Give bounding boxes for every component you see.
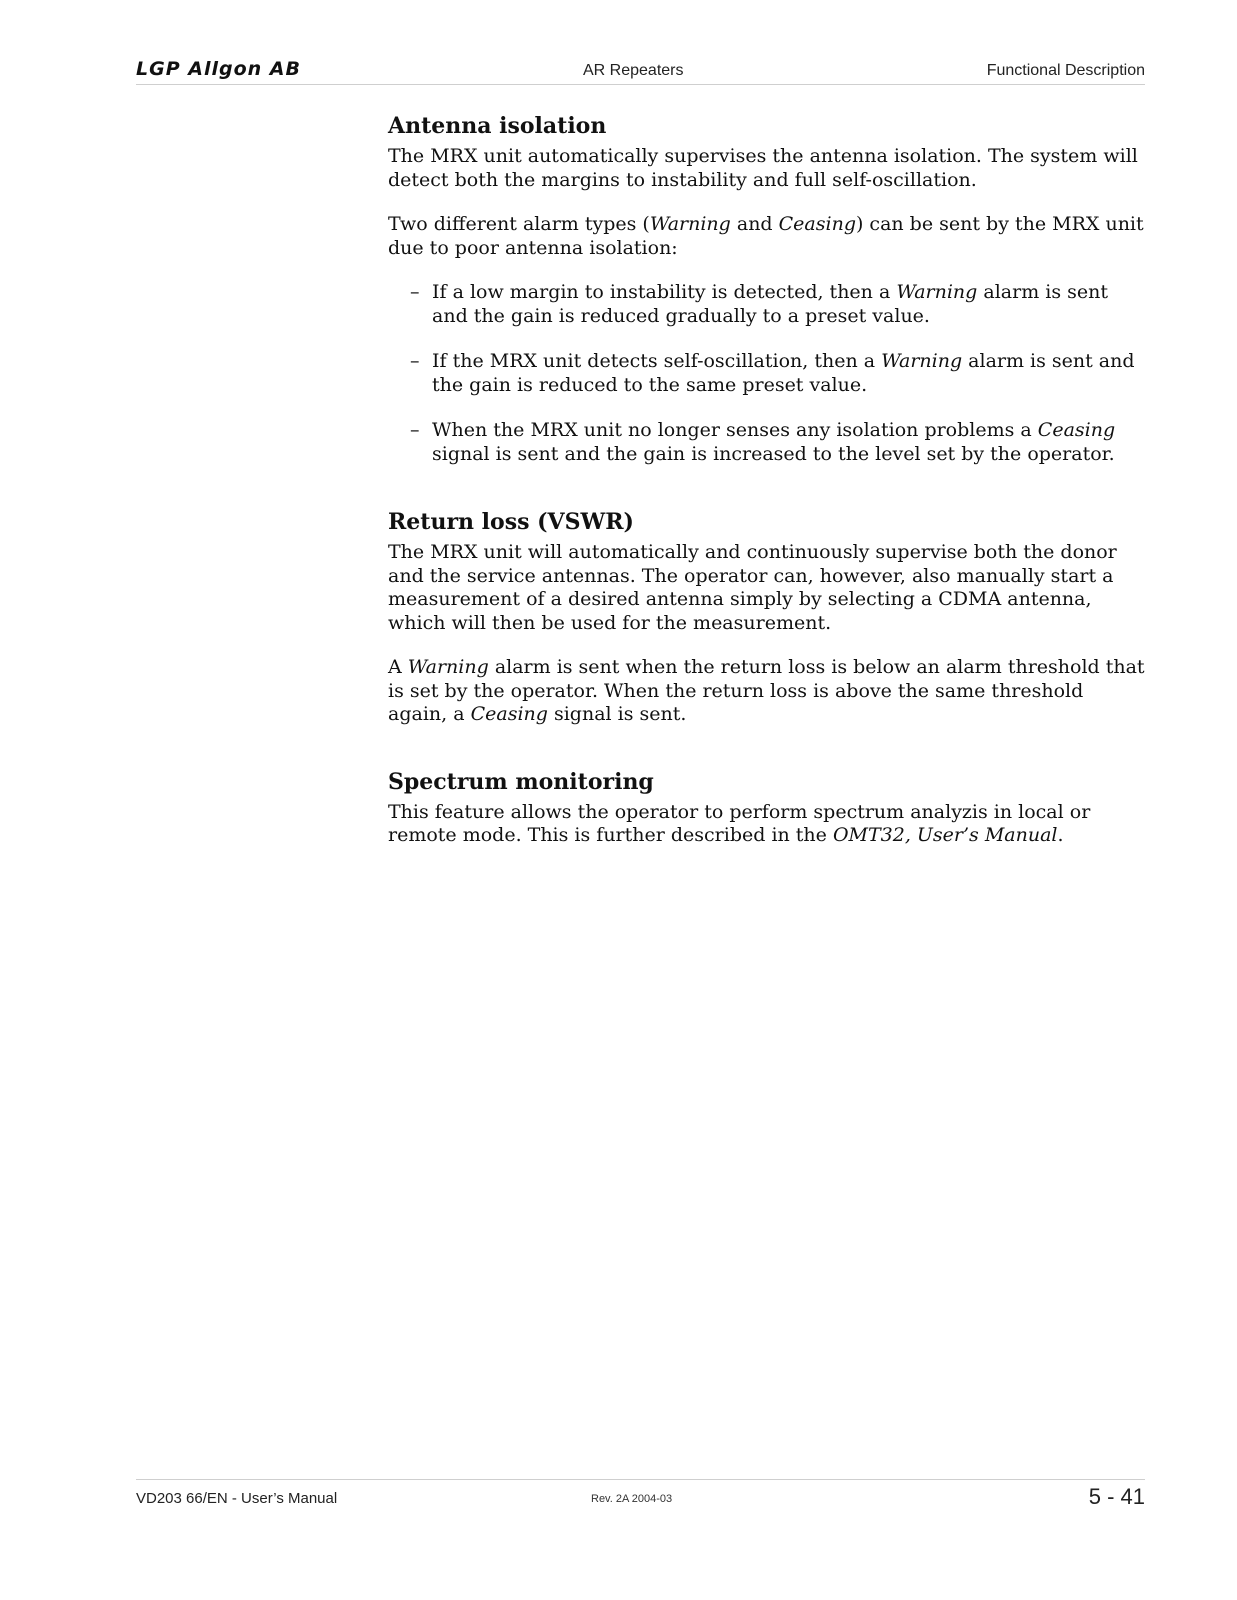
paragraph: This feature allows the operator to perform spectrum analyzis in local or remote mode. This is further described in the OMT32, User’s Manual. [388,800,1091,846]
emphasis-warning: Warning [407,656,489,678]
chapter-title: Functional Description [986,62,1145,79]
paragraph: A Warning alarm is sent when the return loss is below an alarm threshold that is set by the operator. When the return loss is above the same threshold again, a Ceasing signal is sent. [388,656,1145,725]
paragraph: The MRX unit automatically supervises the antenna isolation. The system will detect both the margins to instability and full self-oscillation. [388,145,1138,191]
emphasis-warning: Warning [649,213,731,235]
paragraph: Two different alarm types (Warning and Ceasing) can be sent by the MRX unit due to poor antenna isolation: [388,213,1144,259]
paragraph: The MRX unit will automatically and continuously supervise both the donor and the service antennas. The operator can, however, also manually start a measurement of a desired antenna simply by selecting a CDMA antenna, which will then be used for the measurement. [388,541,1117,634]
product-name: AR Repeaters [583,62,684,79]
dash-bullet: – [410,419,420,441]
bullet-list [388,281,1148,466]
list-item: – If the MRX unit detects self-oscillation, then a Warning alarm is sent and the gain is reduced to the same preset value. [410,350,1135,396]
revision: Rev. 2A 2004-03 [591,1493,673,1505]
page-footer [136,1479,1145,1520]
page-header [136,58,1145,85]
section-heading: Return loss (VSWR) [388,509,634,535]
main-content [388,112,1148,869]
section-heading: Spectrum monitoring [388,768,654,795]
list-item: – If a low margin to instability is detected, then a Warning alarm is sent and the gain is reduced gradually to a preset value. [410,281,1108,327]
document-id: VD203 66/EN - User’s Manual [136,1490,338,1507]
page-number: 5 - 41 [1088,1484,1145,1509]
emphasis-ceasing: Ceasing [778,213,856,235]
section-return-loss [388,508,1148,727]
manual-reference: OMT32, User’s Manual [832,824,1058,846]
dash-bullet: – [410,350,420,372]
section-spectrum-monitoring [388,768,1148,848]
emphasis-ceasing: Ceasing [470,703,548,725]
section-heading: Antenna isolation [388,113,607,139]
list-item: – When the MRX unit no longer senses any isolation problems a Ceasing signal is sent and the gain is increased to the level set by the operator. [410,419,1116,465]
dash-bullet: – [410,281,420,303]
company-name: LGP Allgon AB [136,58,301,80]
section-antenna-isolation [388,112,1148,466]
